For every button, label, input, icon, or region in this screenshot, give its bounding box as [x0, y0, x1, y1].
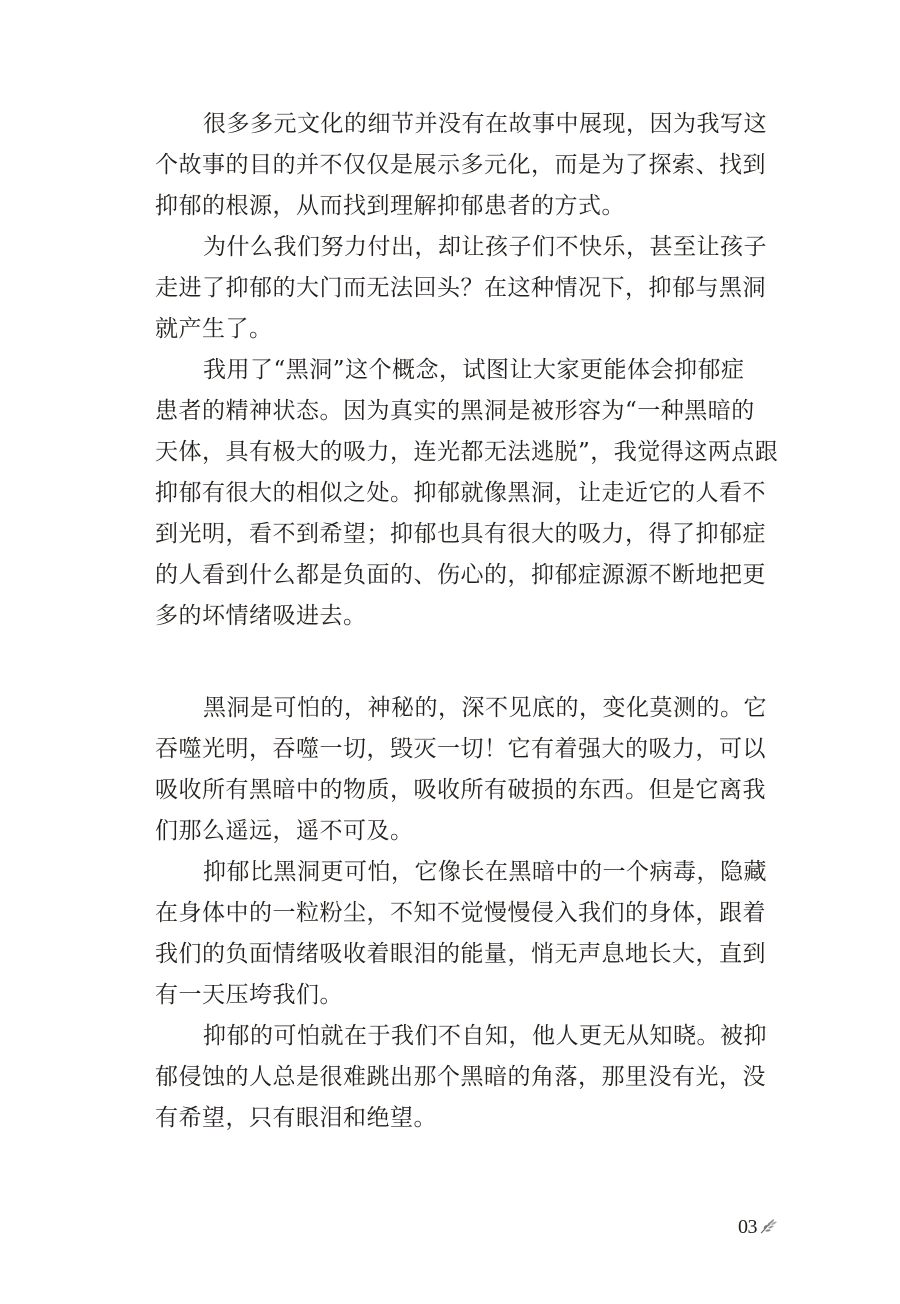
paragraph-4-line-3: 吸收所有黑暗中的物质，吸收所有破损的东西。但是它离我 — [155, 777, 766, 803]
page-number: 03 — [738, 1215, 757, 1238]
paragraph-5-line-1: 抑郁比黑洞更可怕，它像长在黑暗中的一个病毒，隐藏 — [203, 859, 767, 885]
paragraph-1-line-1: 很多多元文化的细节并没有在故事中展现，因为我写这 — [203, 111, 767, 137]
paragraph-3-line-5: 到光明，看不到希望；抑郁也具有很大的吸力，得了抑郁症 — [155, 521, 766, 547]
paragraph-5-line-3: 我们的负面情绪吸收着眼泪的能量，悄无声息地长大，直到 — [155, 941, 766, 967]
paragraph-1-line-3: 抑郁的根源，从而找到理解抑郁患者的方式。 — [155, 193, 625, 219]
paragraph-1-line-2: 个故事的目的并不仅仅是展示多元化，而是为了探索、找到 — [155, 152, 766, 178]
paragraph-2-line-1: 为什么我们努力付出，却让孩子们不快乐，甚至让孩子 — [203, 234, 767, 260]
paragraph-3-line-1: 我用了“黑洞”这个概念，试图让大家更能体会抑郁症 — [203, 357, 745, 383]
paragraph-2-line-2: 走进了抑郁的大门而无法回头？在这种情况下，抑郁与黑洞 — [155, 275, 766, 301]
page-footer — [738, 1212, 780, 1242]
paragraph-5-line-4: 有一天压垮我们。 — [155, 982, 343, 1008]
paragraph-2-line-3: 就产生了。 — [155, 316, 273, 342]
leaf-ornament-icon — [758, 1216, 780, 1238]
paragraph-3-line-7: 多的坏情绪吸进去。 — [155, 603, 367, 629]
paragraph-6-line-3: 有希望，只有眼泪和绝望。 — [155, 1105, 437, 1131]
paragraph-6-line-2: 郁侵蚀的人总是很难跳出那个黑暗的角落，那里没有光，没 — [155, 1064, 766, 1090]
paragraph-4-line-4: 们那么遥远，遥不可及。 — [155, 818, 414, 844]
paragraph-3-line-6: 的人看到什么都是负面的、伤心的，抑郁症源源不断地把更 — [155, 562, 766, 588]
paragraph-4-line-2: 吞噬光明，吞噬一切，毁灭一切！它有着强大的吸力，可以 — [155, 736, 766, 762]
paragraph-3-line-3: 天体，具有极大的吸力，连光都无法逃脱”，我觉得这两点跟 — [155, 439, 779, 465]
paragraph-5-line-2: 在身体中的一粒粉尘，不知不觉慢慢侵入我们的身体，跟着 — [155, 900, 766, 926]
paragraph-3-line-2: 患者的精神状态。因为真实的黑洞是被形容为“一种黑暗的 — [155, 398, 755, 424]
paragraph-4-line-1: 黑洞是可怕的，神秘的，深不见底的，变化莫测的。它 — [203, 695, 767, 721]
paragraph-6-line-1: 抑郁的可怕就在于我们不自知，他人更无从知晓。被抑 — [203, 1023, 767, 1049]
paragraph-3-line-4: 抑郁有很大的相似之处。抑郁就像黑洞，让走近它的人看不 — [155, 480, 766, 506]
